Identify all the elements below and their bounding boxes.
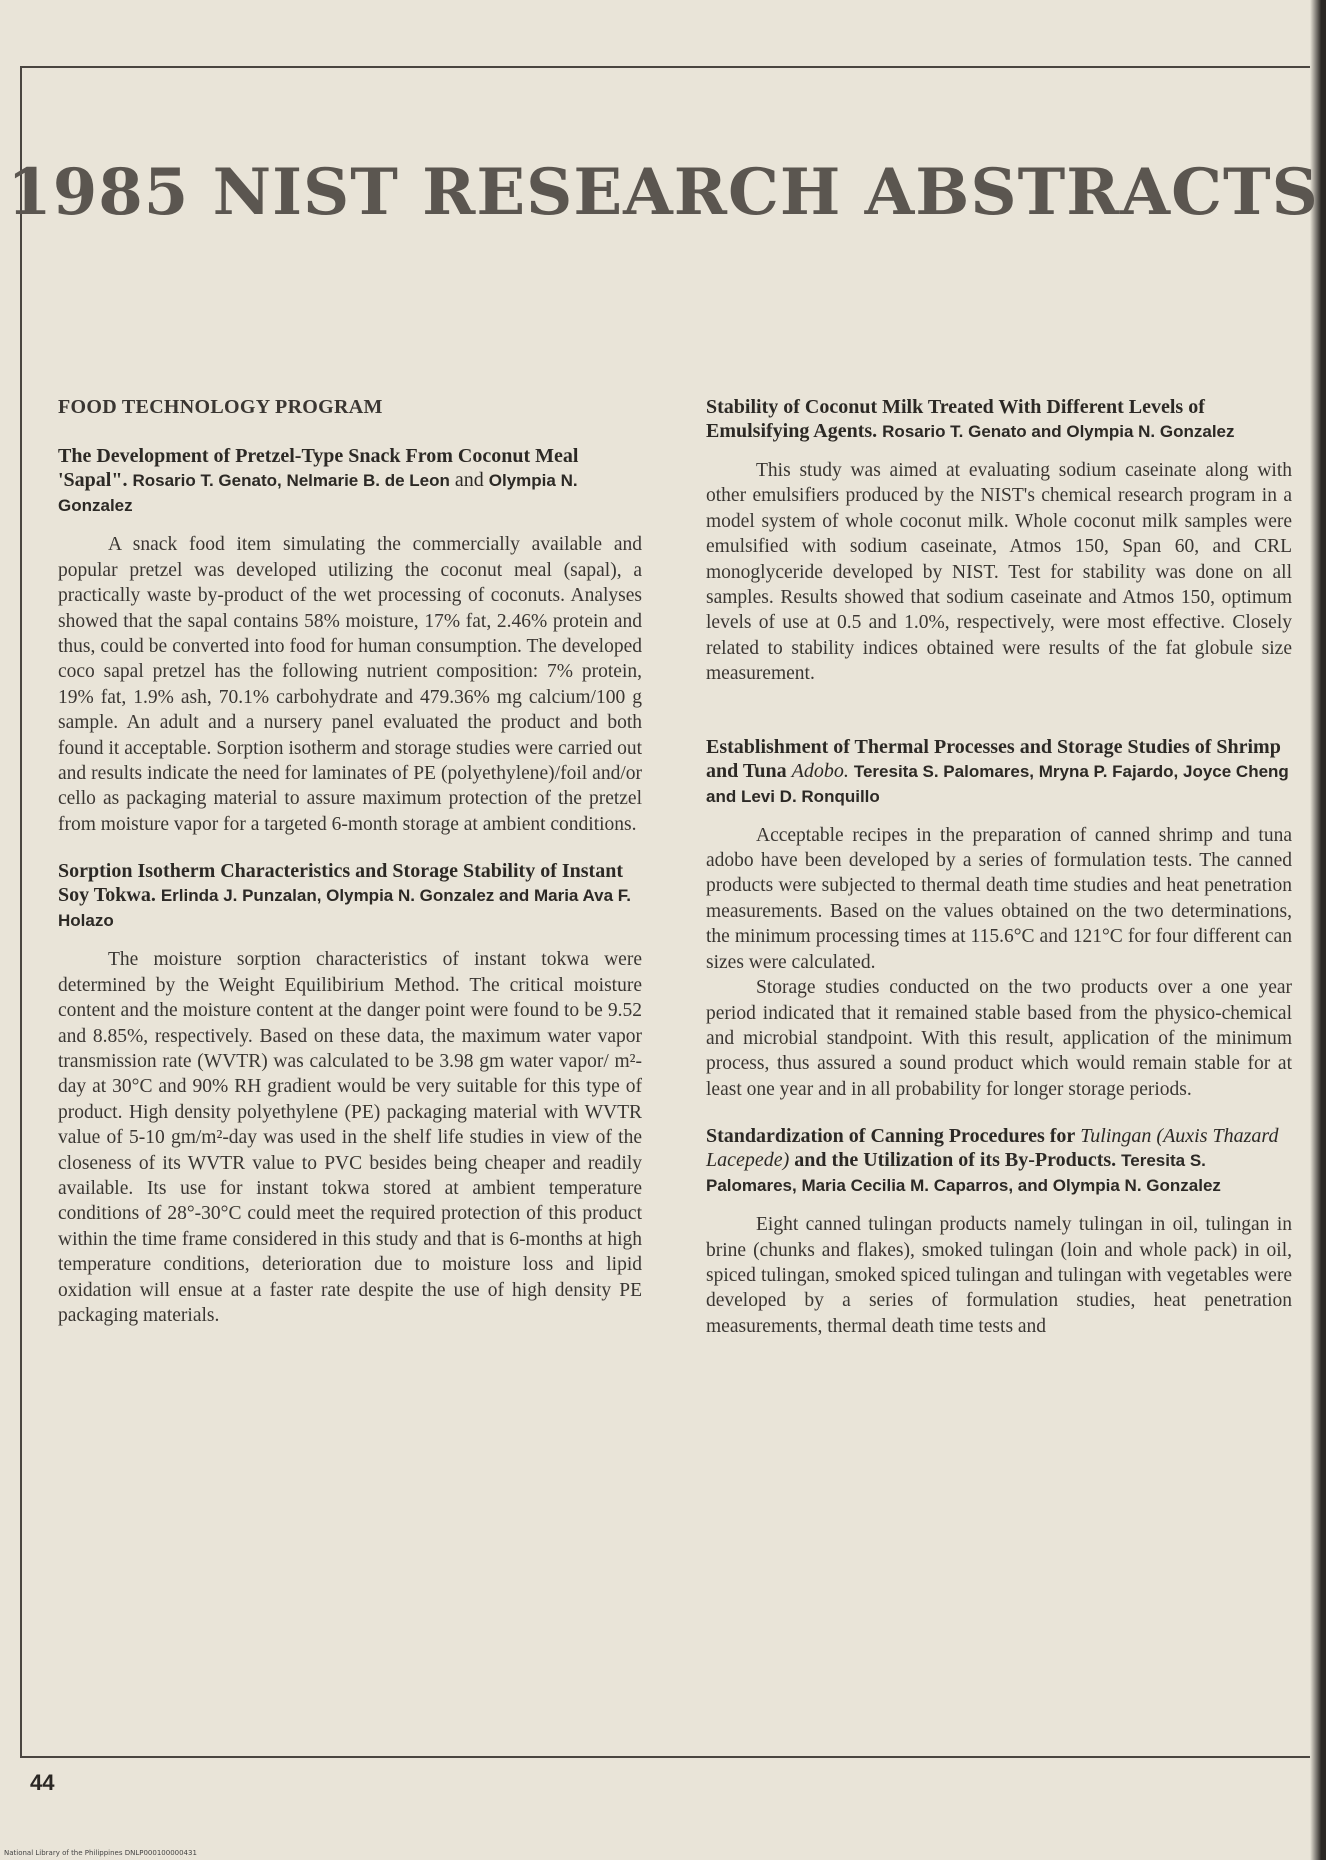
program-heading: FOOD TECHNOLOGY PROGRAM [58,396,383,418]
binding-edge [1310,0,1326,1860]
abstract-heading [706,395,1292,444]
abstract-authors: Teresita S. Palomares, Mryna P. Fajardo, Joyce Cheng and Levi D. Ronquillo [706,761,1289,806]
abstract-authors: Teresita S. Palomares, Maria Cecilia M. Caparros, and Olympia N. Gonzalez [706,1151,1221,1196]
abstract-title: Stability of Coconut Milk Treated With Different Levels of Emulsifying Agents. [706,396,1205,442]
abstract-title-italic: Adobo. [791,759,849,782]
abstract-coconut-milk [706,395,1292,687]
page-title: 1985 NIST RESEARCH ABSTRACTS [7,155,1319,230]
page-number: 44 [30,1770,55,1795]
abstract-body [706,823,1292,1102]
abstract-authors: Rosario T. Genato, Nelmarie B. de Leon [132,471,450,491]
abstract-paragraph: Eight canned tulingan products namely tulingan in oil, tulingan in brine (chunks and flakes), smoked tulingan (loin and whole pack) in oil, spiced tulingan, smoked spiced tulingan and tulingan with vegetables were developed by a series of formulation studies, heat penetration measurements, thermal death time tests and [706,1214,1292,1337]
abstract-heading [706,735,1292,809]
abstract-title: The Development of Pretzel-Type Snack From Coconut Meal 'Sapal". [58,445,579,492]
abstract-authors: Rosario T. Genato and Olympia N. Gonzalez [882,422,1235,441]
abstract-title: Standardization of Canning Procedures for [706,1125,1076,1148]
abstract-title: Establishment of Thermal Processes and Storage Studies of Shrimp and Tuna [706,735,1281,782]
abstract-heading [706,1124,1292,1198]
right-column [706,395,1292,1361]
abstract-authors-last: Olympia N. Gonzalez [58,471,578,516]
abstract-shrimp-tuna-adobo [706,735,1292,1102]
abstract-soy-tokwa [58,859,642,1328]
abstract-body [58,947,642,1328]
abstract-paragraph: Acceptable recipes in the preparation of canned shrimp and tuna adobo have been developed by a series of formulation tests. The canned products were subjected to thermal death time studies and heat penetration measurements. Based on the values obtained on the two determinations, the minimum processing times at 115.6°C and 121°C for four different can sizes were calculated. [706,824,1292,973]
abstract-body [58,532,642,837]
abstract-title: Sorption Isotherm Characteristics and Storage Stability of Instant Soy Tokwa. [58,860,623,907]
abstract-body [706,458,1292,687]
abstract-paragraph: This study was aimed at evaluating sodium caseinate along with other emulsifiers produced by the NIST's chemical research program in a model system of whole coconut milk. Whole coconut milk samples were emulsified with sodium caseinate, Atmos 150, Span 60, and CRL monoglyceride developed by NIST. Test for stability was done on all samples. Results showed that sodium caseinate and Atmos 150, optimum levels of use at 0.5 and 1.0%, respectively, were most effective. Closely related to stability indices obtained were results of the fat globule size measurement. [706,460,1292,685]
scan-footer: National Library of the Philippines DNLP000100000431 [4,1849,197,1857]
abstract-authors-conjunction: and [454,469,484,492]
abstract-heading [58,444,642,518]
abstract-pretzel-snack [58,444,642,837]
abstract-body [706,1212,1292,1339]
abstract-paragraph: Storage studies conducted on the two products over a one year period indicated that it remained stable based from the physico-chemical and microbial standpoint. With this result, application of the minimum process, thus assured a sound product which would remain stable for at least one year and in all probability for longer storage periods. [706,977,1292,1100]
left-column [58,395,642,1350]
abstract-title-rest: and the Utilization of its By-Products. [794,1149,1117,1172]
abstract-title-italic: Tulingan (Auxis Thazard Lacepede) [706,1125,1279,1172]
abstract-heading [58,859,642,933]
abstract-paragraph: A snack food item simulating the commercially available and popular pretzel was developed utilizing the coconut meal (sapal), a practically waste by-product of the wet processing of coconuts. Analyses showed that the sapal contains 58% moisture, 17% fat, 2.46% protein and thus, could be converted into food for human consumption. The developed coco sapal pretzel has the following nutrient composition: 7% protein, 19% fat, 1.9% ash, 70.1% carbohydrate and 479.36% mg calcium/100 g sample. An adult and a nursery panel evaluated the product and both found it acceptable. Sorption isotherm and storage studies were carried out and results indicate the need for laminates of PE (polyethylene)/foil and/or cello as packaging material to assure maximum protection of the pretzel from moisture vapor for a targeted 6-month storage at ambient conditions. [58,534,642,835]
abstract-paragraph: The moisture sorption characteristics of instant tokwa were determined by the Weight Equilibirium Method. The critical moisture content and the moisture content at the danger point were found to be 9.52 and 8.85%, respectively. Based on these data, the maximum water vapor transmission rate (WVTR) was calculated to be 3.98 gm water vapor/ m²-day at 30°C and 90% RH gradient would be very suitable for this type of product. High density polyethylene (PE) packaging material with WVTR value of 5-10 gm/m²-day was used in the shelf life studies in view of the closeness of its WVTR value to PVC besides being cheaper and readily available. Its use for instant tokwa stored at ambient temperature conditions of 28°-30°C could meet the required protection of this product within the time frame considered in this study and that is 6-months at high temperature conditions, deterioration due to moisture loss and lipid oxidation will ensue at a faster rate despite the use of high density PE packaging materials. [58,949,642,1326]
abstract-tulingan [706,1124,1292,1339]
abstract-authors: Erlinda J. Punzalan, Olympia N. Gonzalez and Maria Ava F. Holazo [58,886,631,931]
